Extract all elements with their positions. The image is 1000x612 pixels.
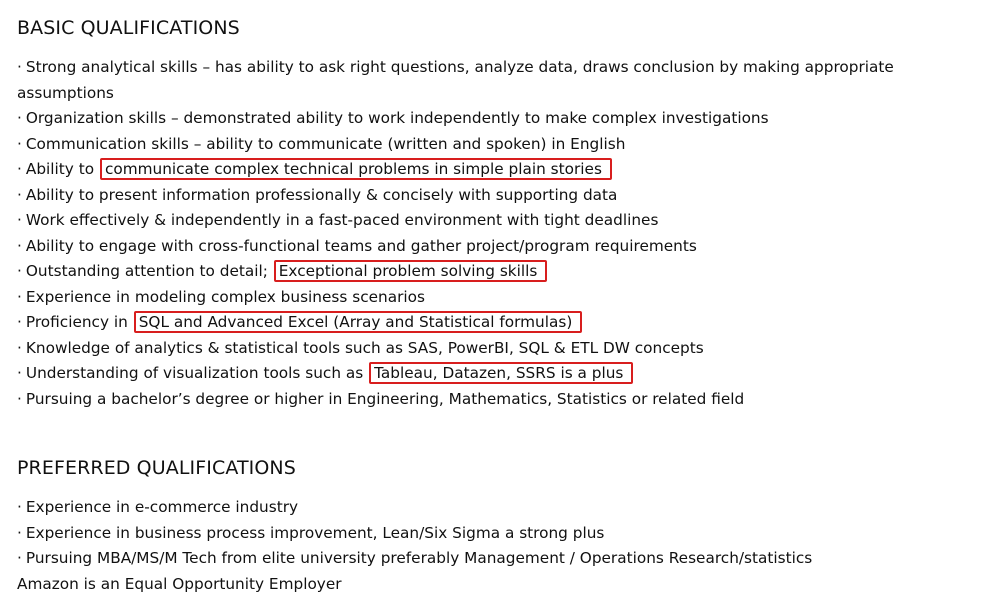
list-item [17, 336, 937, 362]
bullet: · [17, 109, 22, 127]
item-text: Experience in modeling complex business scenarios [25, 287, 425, 306]
bullet: · [17, 134, 22, 153]
list-item [17, 361, 937, 387]
bullet: · [17, 389, 22, 408]
highlighted-phrase: SQL and Advanced Excel (Array and Statistical formulas) [134, 311, 583, 333]
highlighted-phrase: Tableau, Datazen, SSRS is a plus [369, 362, 633, 384]
list-item [17, 387, 937, 413]
list-item [17, 310, 937, 336]
list-item [17, 259, 937, 285]
list-item [17, 106, 937, 132]
highlighted-phrase: communicate complex technical problems in simple plain stories [100, 158, 612, 180]
basic-qualifications-list [17, 55, 937, 412]
bullet: · [17, 549, 22, 567]
item-text: Strong analytical skills – has ability to ask right questions, analyze data, draws conclusion by making appropriate assumptions [17, 58, 894, 102]
item-text: Pursuing a bachelor’s degree or higher in Engineering, Mathematics, Statistics or related field [25, 389, 745, 408]
highlighted-phrase: Exceptional problem solving skills [274, 260, 548, 282]
list-item [17, 234, 937, 260]
list-item [17, 495, 937, 521]
list-item [17, 55, 937, 106]
list-item [17, 208, 937, 234]
item-text: Ability to engage with cross-functional teams and gather project/program requirements [25, 236, 697, 255]
item-text: Experience in e-commerce industry [25, 498, 299, 516]
item-text: Experience in business process improvement, Lean/Six Sigma a strong plus [25, 523, 605, 542]
preferred-qualifications-list [17, 495, 937, 572]
item-text: Organization skills – demonstrated ability to work independently to make complex investigations [25, 109, 769, 127]
list-item [17, 132, 937, 158]
bullet: · [17, 498, 22, 516]
list-item [17, 521, 937, 547]
bullet: · [17, 185, 22, 204]
preferred-qualifications-heading: PREFERRED QUALIFICATIONS [17, 457, 296, 479]
item-prefix: Outstanding attention to detail; [25, 262, 273, 280]
item-text: Work effectively & independently in a fast-paced environment with tight deadlines [25, 211, 659, 229]
bullet: · [17, 287, 22, 306]
item-text: Pursuing MBA/MS/M Tech from elite university preferably Management / Operations Research/statistics [25, 549, 813, 567]
bullet: · [17, 58, 22, 76]
item-prefix: Ability to [25, 160, 99, 178]
item-text: Ability to present information professionally & concisely with supporting data [25, 185, 618, 204]
item-text: Communication skills – ability to communicate (written and spoken) in English [25, 134, 626, 153]
bullet: · [17, 211, 22, 229]
basic-qualifications-heading: BASIC QUALIFICATIONS [17, 17, 240, 39]
bullet: · [17, 364, 22, 382]
list-item [17, 183, 937, 209]
bullet: · [17, 160, 22, 178]
item-text: Knowledge of analytics & statistical tools such as SAS, PowerBI, SQL & ETL DW concepts [25, 338, 704, 357]
item-prefix: Understanding of visualization tools such as [25, 364, 369, 382]
list-item [17, 285, 937, 311]
bullet: · [17, 338, 22, 357]
item-prefix: Proficiency in [25, 313, 133, 331]
bullet: · [17, 523, 22, 542]
equal-opportunity-statement: Amazon is an Equal Opportunity Employer [17, 575, 342, 593]
list-item [17, 157, 937, 183]
list-item [17, 546, 937, 572]
bullet: · [17, 313, 22, 331]
bullet: · [17, 236, 22, 255]
bullet: · [17, 262, 22, 280]
